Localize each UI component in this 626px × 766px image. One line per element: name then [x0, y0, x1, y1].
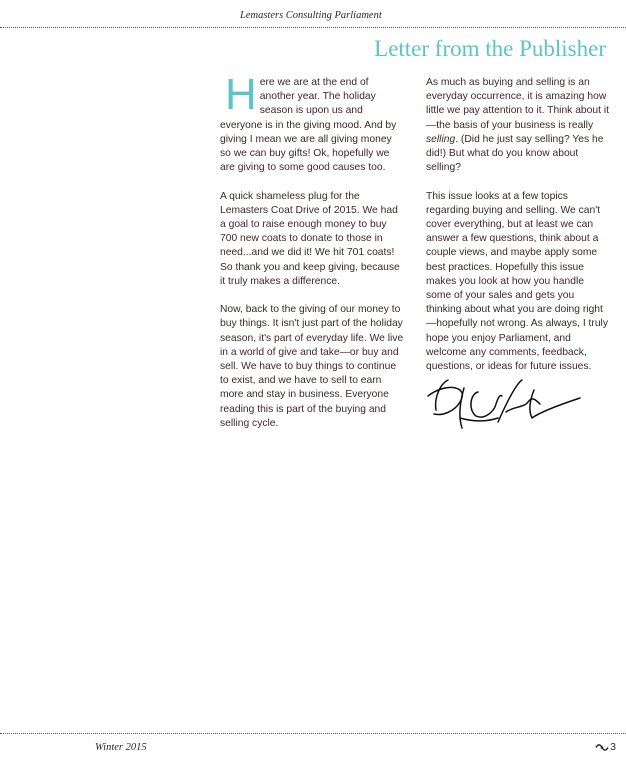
article-paragraph: This issue looks at a few topics regarding buying and selling. We can't cover everything, but at least we can answer a few questions, think about a couple views, and maybe apply some best practices. Hopefully this issue makes you look at how you handle some of your sales and gets you thinking about what you are doing right—hopefully not wrong. As always, I truly hope you enjoy Parliament, and welcome any comments, feedback, questions, or ideas for future issues.	[426, 190, 608, 373]
page-number: 3	[610, 741, 616, 753]
article-paragraph	[220, 70, 404, 175]
page-title: Letter from the Publisher	[374, 36, 606, 61]
footer-issue: Winter 2015	[95, 742, 147, 753]
footer-page	[595, 741, 616, 753]
publisher-signature	[424, 372, 584, 434]
running-header: Lemasters Consulting Parliament	[240, 10, 382, 21]
article-paragraph: A quick shameless plug for the Lemasters Coat Drive of 2015. We had a goal to raise enough money to buy 700 new coats to donate to those in need...and we did it! We hit 701 coats! So thank you and keep giving, because it truly makes a difference.	[220, 190, 400, 287]
top-dotted-rule	[0, 27, 626, 28]
paragraph-text: As much as buying and selling is an everyday occurrence, it is amazing how little we pay attention to it. Think about it—the basis of your business is really	[426, 77, 609, 131]
drop-cap: H	[225, 70, 257, 119]
paragraph-text: . (Did he just say selling? Yes he did!) But what do you know about selling?	[426, 133, 604, 174]
article-column-right	[426, 76, 610, 388]
article-paragraph	[426, 76, 610, 175]
article-column-left	[220, 70, 404, 445]
article-paragraph: Now, back to the giving of our money to buy things. It isn't just part of the holiday season, it's part of everyday life. We live in a world of give and take—or buy and sell. We have to buy things to continue to exist, and we have to sell to earn more and stay in business. Everyone reading this is part of the buying and selling cycle.	[220, 304, 404, 429]
paragraph-text: ere we are at the end of another year. The holiday season is upon us and everyone is in the giving mood. And by giving I mean we are all giving money so we can buy gifts! Ok, hopefully we are giving to some good causes too.	[220, 77, 397, 174]
ornament-icon	[595, 743, 609, 752]
emphasis-text: selling	[426, 133, 456, 145]
bottom-dotted-rule	[0, 733, 626, 734]
